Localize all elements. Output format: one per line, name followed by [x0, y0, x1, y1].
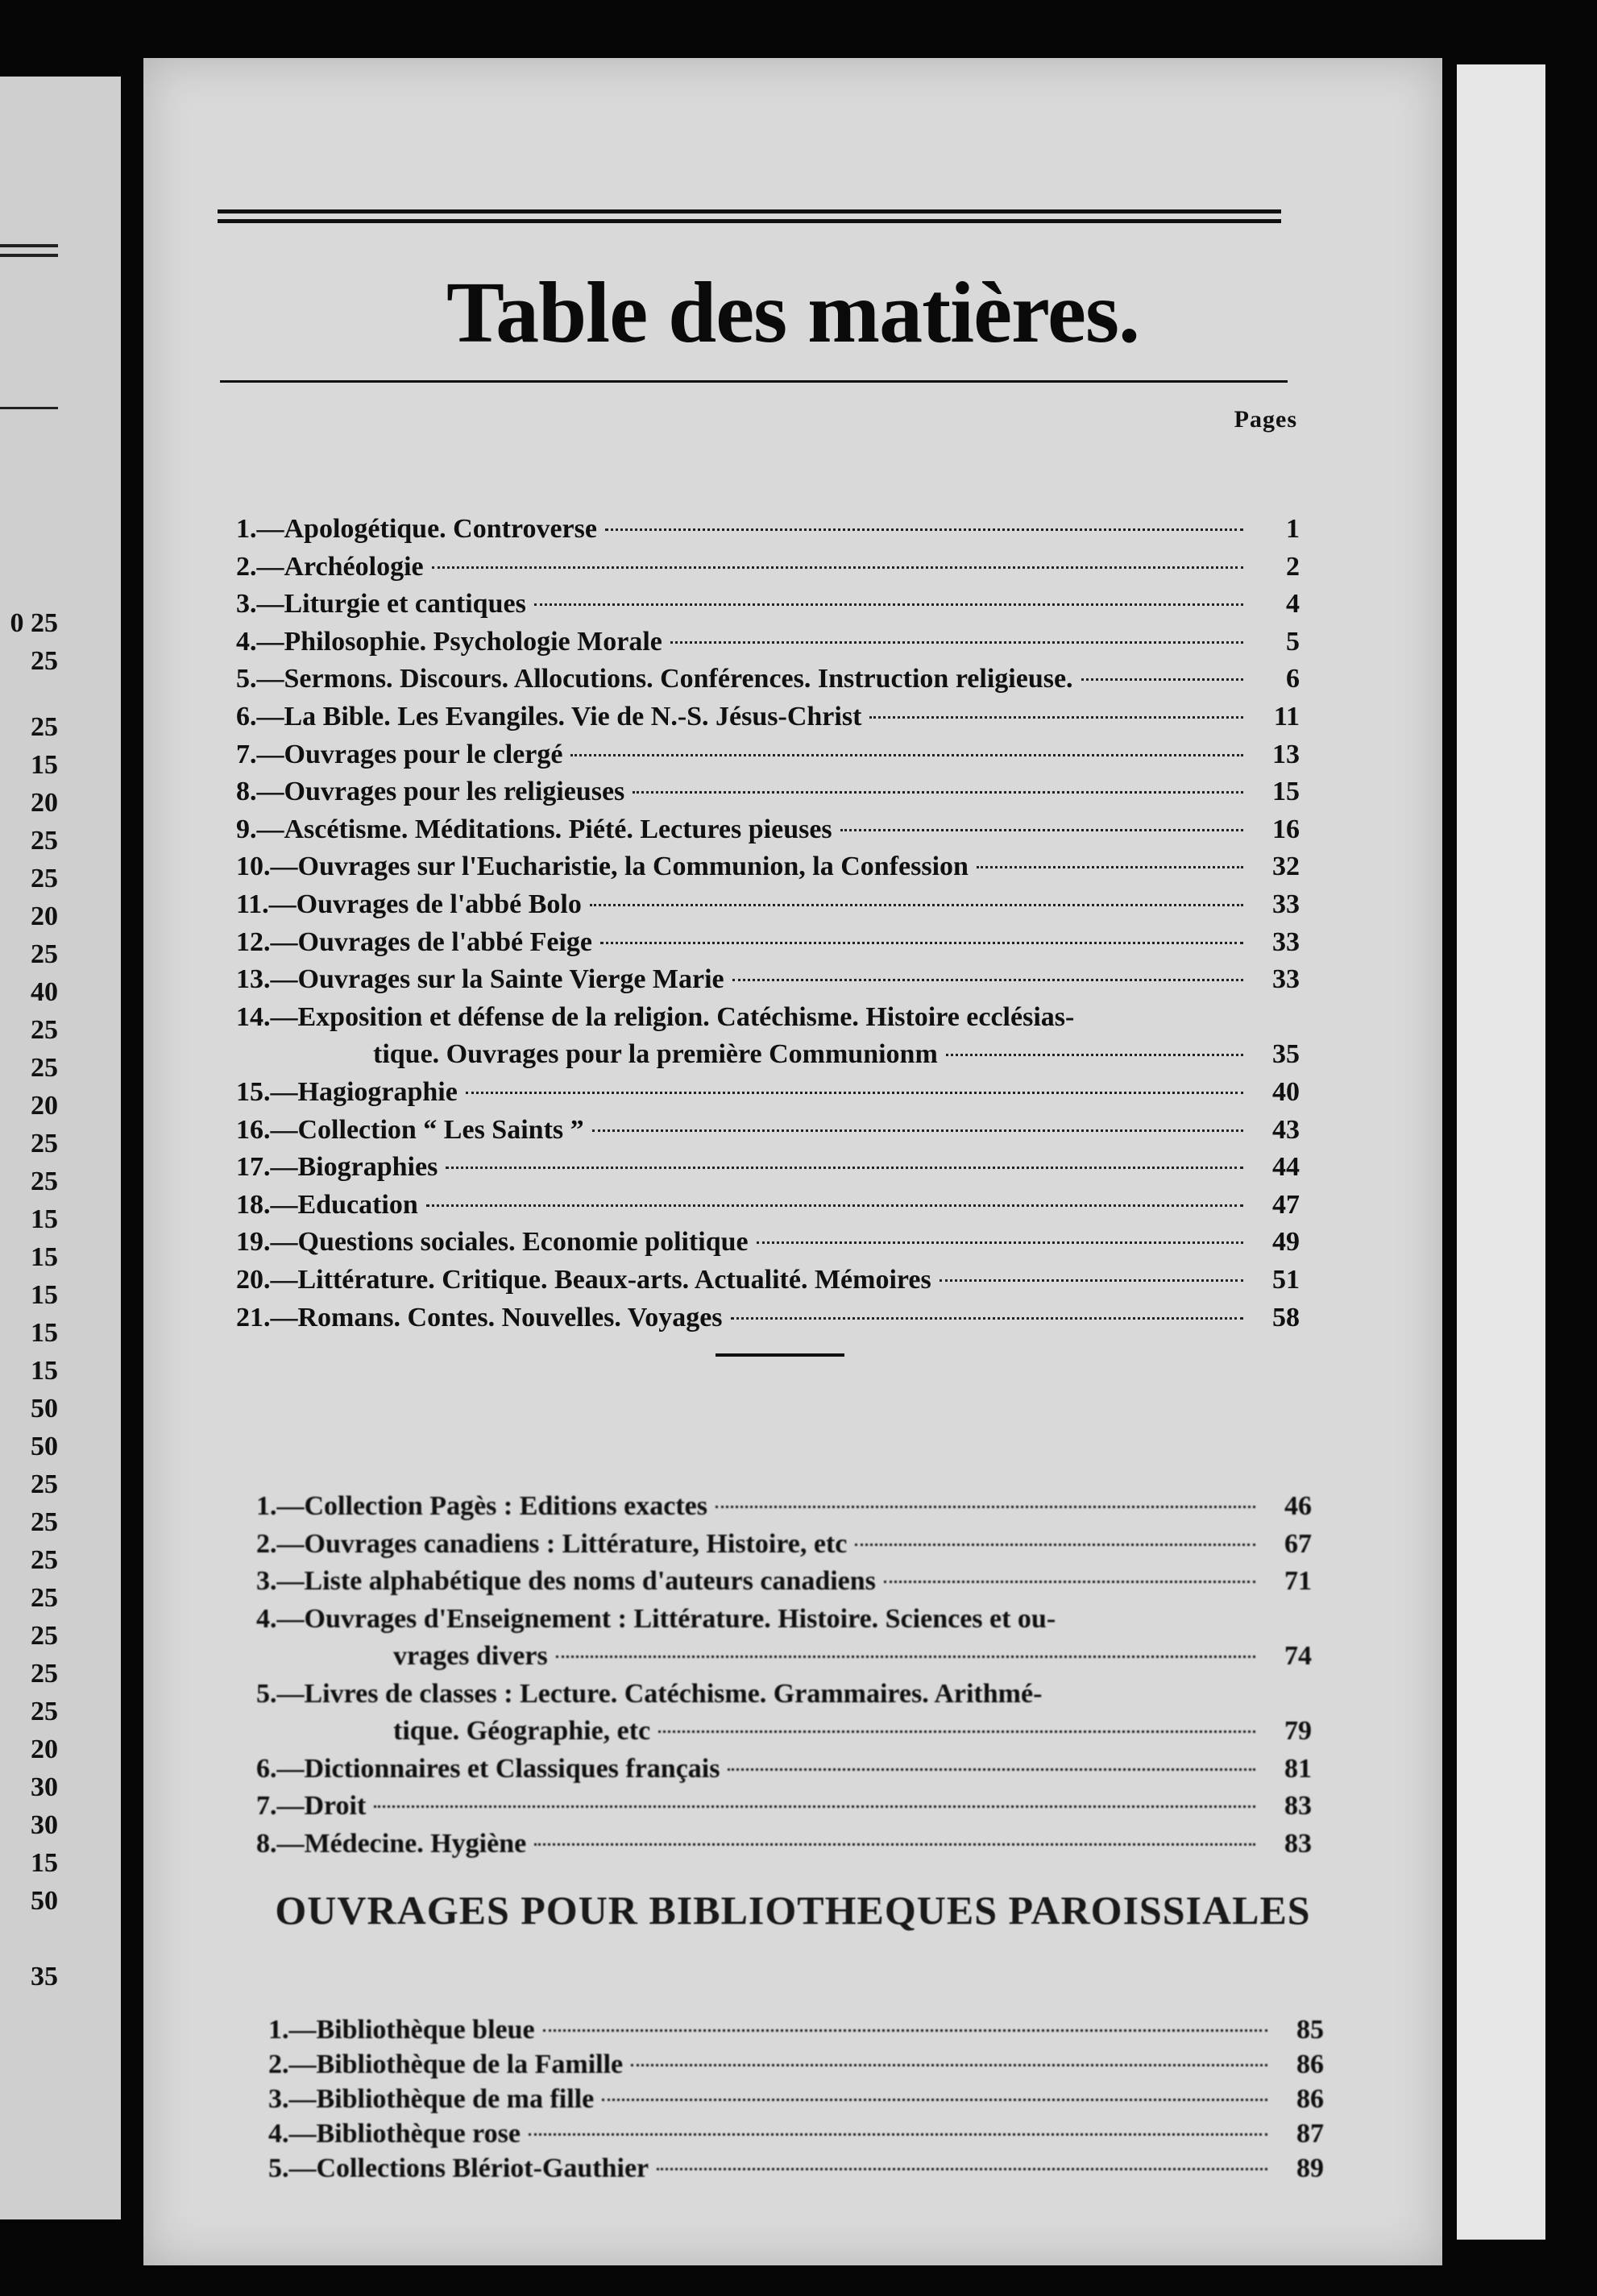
toc-entry-label: Dictionnaires et Classiques français — [304, 1753, 720, 1784]
leader-dots — [840, 829, 1243, 831]
toc-entry — [256, 1601, 1312, 1638]
toc-entry — [256, 1676, 1312, 1713]
toc-entry-number: 1.— — [256, 1491, 305, 1521]
toc-entry-page: 6 — [1286, 664, 1300, 694]
left-page-price: 20 — [31, 1734, 58, 1764]
adjacent-page-right-edge — [1457, 64, 1545, 2240]
toc-entry — [236, 773, 1300, 810]
left-page-price: 15 — [31, 1204, 58, 1234]
toc-entry — [236, 1074, 1300, 1111]
leader-dots — [556, 1656, 1255, 1658]
toc-entry-label: Ouvrages de l'abbé Feige — [297, 926, 592, 957]
toc-entry-label: Collection Pagès : Editions exactes — [304, 1491, 707, 1521]
toc-entry — [236, 924, 1300, 961]
left-page-double-rule — [0, 244, 58, 247]
toc-entry — [236, 586, 1300, 623]
toc-entry-label: Biographies — [297, 1152, 438, 1183]
top-double-rule — [218, 219, 1281, 223]
toc-entry-number: 4.— — [256, 1603, 305, 1634]
toc-entry-page: 83 — [1284, 1828, 1312, 1859]
leader-dots — [716, 1506, 1255, 1508]
toc-entry-number: 3.— — [256, 1566, 305, 1596]
toc-entry-page: 40 — [1272, 1077, 1300, 1107]
toc-entry — [236, 1112, 1300, 1149]
toc-entry-number: 15.— — [236, 1077, 298, 1107]
toc-entry-label-continued: tique. Géographie, etc — [393, 1716, 651, 1746]
toc-entry — [236, 1224, 1300, 1261]
toc-entry — [236, 886, 1300, 923]
toc-entry-number: 7.— — [256, 1791, 305, 1821]
toc-entry-label: Ouvrages canadiens : Littérature, Histoire, etc — [304, 1528, 848, 1559]
toc-entry-label: Apologétique. Controverse — [284, 514, 597, 544]
left-page-price: 50 — [31, 1394, 58, 1424]
toc-entry-page: 58 — [1272, 1302, 1300, 1332]
toc-entry-page: 87 — [1296, 2119, 1324, 2149]
title-underline-rule — [220, 380, 1288, 383]
leader-dots — [534, 1843, 1255, 1846]
leader-dots — [757, 1241, 1243, 1244]
left-page-price: 30 — [31, 1810, 58, 1840]
toc-entry — [268, 2012, 1324, 2049]
leader-dots — [374, 1805, 1255, 1808]
leader-dots — [592, 1129, 1243, 1132]
toc-entry-page: 85 — [1296, 2015, 1324, 2045]
left-page-price: 25 — [31, 1167, 58, 1196]
leader-dots — [940, 1279, 1243, 1282]
toc-entry-label: Sermons. Discours. Allocutions. Conférences. Instruction religieuse. — [284, 664, 1073, 694]
leader-dots — [605, 528, 1243, 531]
toc-entry-number: 11.— — [236, 889, 297, 919]
toc-entry-label: Ouvrages pour le clergé — [284, 739, 563, 769]
toc-entry-continuation — [393, 1713, 1312, 1750]
left-page-price: 25 — [31, 1469, 58, 1499]
toc-entry-page: 2 — [1286, 551, 1300, 582]
left-page-price: 40 — [31, 977, 58, 1007]
page-title: Table des matières. — [446, 265, 1139, 361]
toc-entry-label: Bibliothèque bleue — [316, 2015, 535, 2045]
toc-entry-page: 5 — [1286, 626, 1300, 657]
leader-dots — [884, 1581, 1255, 1583]
top-double-rule — [218, 209, 1281, 213]
toc-entry-number: 20.— — [236, 1265, 298, 1295]
leader-dots — [534, 603, 1243, 606]
toc-entry — [236, 736, 1300, 773]
toc-entry — [268, 2150, 1324, 2187]
leader-dots — [731, 1317, 1243, 1320]
toc-entry-label: Bibliothèque de ma fille — [316, 2084, 595, 2114]
toc-entry-number: 6.— — [256, 1753, 305, 1784]
toc-entry-number: 5.— — [236, 664, 284, 694]
toc-entry-label: Médecine. Hygiène — [304, 1828, 527, 1859]
left-page-price: 50 — [31, 1886, 58, 1916]
leader-dots — [631, 2064, 1267, 2066]
left-page-price: 20 — [31, 788, 58, 818]
table-of-contents-page — [143, 58, 1442, 2265]
toc-entry-label: Droit — [304, 1791, 367, 1821]
left-page-price: 25 — [31, 1583, 58, 1613]
toc-entry — [236, 811, 1300, 848]
left-page-price: 15 — [31, 1280, 58, 1310]
toc-entry — [236, 848, 1300, 885]
toc-entry-continuation — [393, 1638, 1312, 1675]
toc-entry-number: 9.— — [236, 814, 284, 844]
toc-entry-page: 46 — [1284, 1491, 1312, 1521]
toc-entry-page: 86 — [1296, 2084, 1324, 2114]
leader-dots — [869, 716, 1243, 719]
toc-entry-page: 44 — [1272, 1152, 1300, 1183]
toc-entry — [236, 1149, 1300, 1186]
leader-dots — [977, 866, 1243, 868]
toc-entry-label: Ouvrages sur la Sainte Vierge Marie — [297, 964, 724, 995]
toc-entry-page: 33 — [1272, 889, 1300, 919]
toc-entry-page: 81 — [1284, 1753, 1312, 1784]
toc-entry-label: Livres de classes : Lecture. Catéchisme. Grammaires. Arithmé- — [304, 1678, 1043, 1709]
leader-dots — [658, 1730, 1255, 1733]
toc-entry-label: Ouvrages pour les religieuses — [284, 777, 625, 807]
toc-entry-number: 17.— — [236, 1152, 298, 1183]
left-page-price: 25 — [31, 1015, 58, 1045]
toc-entry — [236, 698, 1300, 736]
toc-entry — [236, 961, 1300, 998]
left-page-price: 25 — [31, 1053, 58, 1083]
leader-dots — [600, 942, 1243, 944]
adjacent-page-left — [0, 77, 121, 2219]
toc-entry-page: 13 — [1272, 739, 1300, 769]
toc-entry-page: 32 — [1272, 852, 1300, 882]
toc-entry-page: 51 — [1272, 1265, 1300, 1295]
toc-entry — [236, 624, 1300, 661]
toc-entry-label: Littérature. Critique. Beaux-arts. Actualité. Mémoires — [297, 1265, 931, 1295]
left-page-price: 50 — [31, 1432, 58, 1461]
left-page-price: 35 — [31, 1962, 58, 1991]
toc-entry-label: Questions sociales. Economie politique — [297, 1227, 749, 1258]
toc-entry-label: Bibliothèque de la Famille — [316, 2049, 624, 2079]
left-page-price: 25 — [31, 1129, 58, 1158]
toc-entry — [236, 511, 1300, 548]
toc-entry-label-continued: vrages divers — [393, 1641, 548, 1671]
left-page-price: 30 — [31, 1772, 58, 1802]
toc-entry — [268, 2046, 1324, 2083]
toc-entry — [256, 1488, 1312, 1525]
toc-entry-number: 3.— — [236, 589, 284, 620]
leader-dots — [446, 1167, 1243, 1169]
toc-entry-number: 6.— — [236, 702, 284, 731]
toc-entry-number: 1.— — [236, 514, 284, 544]
toc-entry-page: 4 — [1286, 589, 1300, 620]
left-page-rule — [0, 407, 58, 409]
left-page-price: 25 — [31, 1545, 58, 1575]
toc-entry-number: 16.— — [236, 1114, 298, 1145]
toc-entry-label: Liturgie et cantiques — [284, 589, 526, 620]
left-page-double-rule — [0, 254, 58, 257]
left-page-price: 25 — [31, 1659, 58, 1689]
toc-entry — [236, 1262, 1300, 1299]
toc-entry-page: 33 — [1272, 964, 1300, 995]
left-page-price: 25 — [31, 1697, 58, 1726]
leader-dots — [570, 754, 1243, 756]
leader-dots — [855, 1544, 1255, 1546]
leader-dots — [657, 2168, 1267, 2170]
toc-entry-label: Romans. Contes. Nouvelles. Voyages — [297, 1302, 723, 1332]
toc-entry-page: 86 — [1296, 2049, 1324, 2079]
toc-entry — [268, 2116, 1324, 2153]
toc-entry-page: 47 — [1272, 1189, 1300, 1220]
toc-entry-label: Ouvrages de l'abbé Bolo — [296, 889, 582, 919]
toc-entry-number: 5.— — [268, 2153, 317, 2183]
toc-entry-label: Hagiographie — [297, 1077, 458, 1107]
left-page-price: 25 — [31, 1507, 58, 1537]
toc-entry-label: Ascétisme. Méditations. Piété. Lectures pieuses — [284, 814, 832, 844]
toc-entry-page: 89 — [1296, 2153, 1324, 2183]
leader-dots — [432, 566, 1243, 569]
toc-entry — [236, 1187, 1300, 1224]
toc-entry-page: 79 — [1284, 1716, 1312, 1746]
toc-entry-number: 4.— — [268, 2119, 317, 2149]
toc-entry-label: Exposition et défense de la religion. Catéchisme. Histoire ecclésias- — [297, 1001, 1075, 1032]
toc-entry-label: Archéologie — [284, 551, 424, 582]
left-page-price: 20 — [31, 1091, 58, 1121]
parish-libraries-heading: OUVRAGES POUR BIBLIOTHEQUES PAROISSIALES — [275, 1888, 1311, 1933]
toc-entry — [256, 1563, 1312, 1600]
leader-dots — [590, 904, 1243, 906]
section-separator-rule — [716, 1353, 844, 1357]
toc-entry-number: 2.— — [256, 1528, 305, 1559]
toc-entry-label: Philosophie. Psychologie Morale — [284, 626, 662, 657]
toc-entry-label: Collection “ Les Saints ” — [297, 1114, 584, 1145]
toc-entry-number: 4.— — [236, 626, 284, 657]
toc-entry — [256, 1751, 1312, 1788]
toc-entry-number: 19.— — [236, 1227, 298, 1258]
toc-entry-label: Liste alphabétique des noms d'auteurs canadiens — [304, 1566, 876, 1596]
toc-entry-number: 10.— — [236, 852, 298, 882]
toc-entry-label: Ouvrages d'Enseignement : Littérature. Histoire. Sciences et ou- — [304, 1603, 1056, 1634]
toc-entry-number: 12.— — [236, 926, 298, 957]
leader-dots — [633, 791, 1243, 794]
toc-entry-page: 16 — [1272, 814, 1300, 844]
left-page-price: 15 — [31, 750, 58, 780]
leader-dots — [728, 1768, 1255, 1771]
toc-entry-number: 8.— — [236, 777, 284, 807]
left-page-price: 15 — [31, 1356, 58, 1386]
left-page-price: 0 25 — [10, 608, 58, 638]
toc-entry-page: 1 — [1286, 514, 1300, 544]
toc-entry-number: 14.— — [236, 1001, 298, 1032]
leader-dots — [670, 641, 1243, 644]
toc-entry-label: La Bible. Les Evangiles. Vie de N.-S. Jésus-Christ — [284, 702, 862, 731]
leader-dots — [529, 2133, 1267, 2136]
toc-entry-page: 83 — [1284, 1791, 1312, 1821]
pages-column-heading: Pages — [1234, 406, 1297, 433]
toc-entry-page: 15 — [1272, 777, 1300, 807]
toc-entry-number: 7.— — [236, 739, 284, 769]
left-page-price: 15 — [31, 1242, 58, 1272]
toc-entry-number: 1.— — [268, 2015, 317, 2045]
toc-entry-label-continued: tique. Ouvrages pour la première Communionm — [373, 1039, 938, 1070]
toc-entry — [256, 1788, 1312, 1825]
toc-entry-number: 3.— — [268, 2084, 317, 2114]
toc-entry-page: 71 — [1284, 1566, 1312, 1596]
toc-entry — [256, 1526, 1312, 1563]
left-page-price: 15 — [31, 1848, 58, 1878]
left-page-price: 25 — [31, 939, 58, 969]
toc-entry-number: 2.— — [268, 2049, 317, 2079]
toc-entry — [268, 2081, 1324, 2118]
toc-entry — [236, 999, 1300, 1036]
leader-dots — [426, 1204, 1243, 1207]
left-page-price: 20 — [31, 901, 58, 931]
left-page-price: 25 — [31, 712, 58, 742]
toc-entry-page: 67 — [1284, 1528, 1312, 1559]
toc-entry — [256, 1826, 1312, 1863]
left-page-price: 25 — [31, 826, 58, 856]
toc-entry — [236, 1299, 1300, 1337]
toc-entry-number: 21.— — [236, 1302, 298, 1332]
toc-entry — [236, 549, 1300, 586]
toc-entry-number: 8.— — [256, 1828, 305, 1859]
leader-dots — [466, 1092, 1243, 1094]
leader-dots — [732, 979, 1243, 981]
toc-entry-page: 11 — [1273, 702, 1300, 731]
toc-entry-label: Bibliothèque rose — [316, 2119, 521, 2149]
toc-entry-number: 2.— — [236, 551, 284, 582]
toc-entry-continuation — [373, 1036, 1300, 1073]
leader-dots — [1081, 678, 1243, 681]
toc-entry — [236, 661, 1300, 698]
left-page-price: 25 — [31, 646, 58, 676]
toc-entry-label: Education — [297, 1189, 418, 1220]
left-page-price: 25 — [31, 864, 58, 893]
toc-entry-label: Ouvrages sur l'Eucharistie, la Communion, la Confession — [297, 852, 969, 882]
left-page-price: 15 — [31, 1318, 58, 1348]
toc-entry-page: 43 — [1272, 1114, 1300, 1145]
toc-entry-number: 18.— — [236, 1189, 298, 1220]
left-page-price: 25 — [31, 1621, 58, 1651]
toc-entry-page: 49 — [1272, 1227, 1300, 1258]
leader-dots — [543, 2029, 1267, 2032]
toc-entry-number: 5.— — [256, 1678, 305, 1709]
toc-entry-page: 35 — [1272, 1039, 1300, 1070]
toc-entry-label: Collections Blériot-Gauthier — [316, 2153, 649, 2183]
leader-dots — [602, 2099, 1267, 2101]
toc-entry-page: 33 — [1272, 926, 1300, 957]
toc-entry-page: 74 — [1284, 1641, 1312, 1671]
toc-entry-number: 13.— — [236, 964, 298, 995]
leader-dots — [946, 1054, 1243, 1056]
